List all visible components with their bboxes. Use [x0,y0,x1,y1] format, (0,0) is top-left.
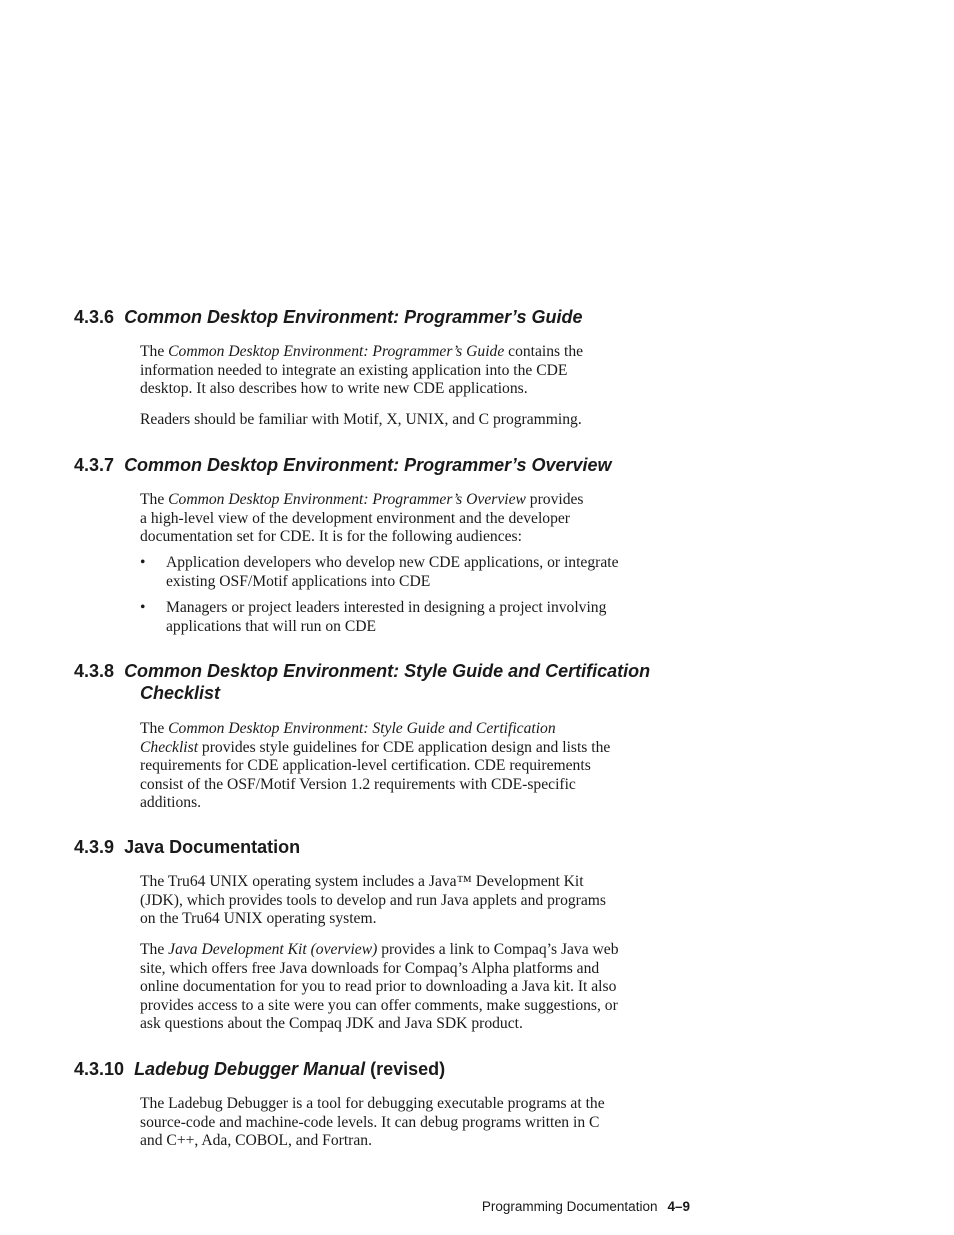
heading-4-3-9 [74,836,300,858]
section-title: Common Desktop Environment: Programmer’s Overview [124,455,612,475]
list-item [140,554,700,591]
book-title-continued: Checklist [140,738,199,756]
text-line: on the Tru64 UNIX operating system. [140,910,377,928]
page-footer [482,1199,690,1215]
text-line: and C++, Ada, COBOL, and Fortran. [140,1132,372,1150]
text-line: information needed to integrate an existing application into the CDE [140,361,568,379]
text-line: a high-level view of the development environment and the developer [140,509,570,527]
text-run: The [140,343,169,360]
section-title: Java Documentation [124,837,301,857]
section-number: 4.3.8 [74,661,115,681]
text-line: source-code and machine-code levels. It can debug programs written in C [140,1113,600,1131]
section-title-continued: Checklist [140,683,221,703]
text-run: The [140,491,169,508]
paragraph-4-3-7-intro [140,491,700,547]
section-title-suffix: (revised) [365,1059,446,1079]
bullet-icon: • [140,554,146,571]
section-title: Ladebug Debugger Manual [134,1059,366,1079]
section-title: Common Desktop Environment: Programmer’s Guide [124,307,583,327]
bullet-icon: • [140,599,146,616]
book-title: Java Development Kit (overview) [168,941,378,958]
text-run: contains the [504,343,584,360]
paragraph-4-3-10-ladebug [140,1095,700,1151]
page-number: 4–9 [667,1199,690,1214]
footer-label: Programming Documentation [481,1199,658,1214]
text-line: requirements for CDE application-level certification. CDE requirements [140,757,591,775]
heading-4-3-8 [74,660,650,704]
text-line: documentation set for CDE. It is for the following audiences: [140,528,522,546]
list-item-text [140,599,700,636]
text-line: existing OSF/Motif applications into CDE [166,572,431,590]
text-line: The Tru64 UNIX operating system includes a Java™ Development Kit [140,873,584,890]
paragraph-4-3-6-readers: Readers should be familiar with Motif, X, UNIX, and C programming. [140,411,582,428]
list-item-text [140,554,700,591]
text-line: Managers or project leaders interested in designing a project involving [166,599,607,616]
section-number: 4.3.7 [74,455,115,475]
book-title: Common Desktop Environment: Programmer’s Overview [168,491,526,508]
section-number: 4.3.9 [74,837,115,857]
text-run: provides a link to Compaq’s Java web [377,941,619,958]
text-line: consist of the OSF/Motif Version 1.2 requirements with CDE-specific [140,775,576,793]
section-number: 4.3.6 [74,307,115,327]
paragraph-4-3-9-jdk [140,873,700,929]
heading-4-3-10 [74,1058,445,1080]
text-run: The [140,941,169,958]
text-line: desktop. It also describes how to write new CDE applications. [140,380,528,398]
text-run: The [140,720,169,737]
text-line: online documentation for you to read prior to downloading a Java kit. It also [140,978,617,996]
text-line: (JDK), which provides tools to develop and run Java applets and programs [140,891,606,909]
paragraph-4-3-6-intro [140,343,700,399]
text-run: provides style guidelines for CDE application design and lists the [198,738,611,756]
text-line: additions. [140,794,202,812]
text-line: provides access to a site were you can offer comments, make suggestions, or [140,996,618,1014]
section-title: Common Desktop Environment: Style Guide and Certification [124,661,651,681]
text-line: site, which offers free Java downloads for Compaq’s Alpha platforms and [140,959,600,977]
section-number: 4.3.10 [74,1059,125,1079]
text-line: The Ladebug Debugger is a tool for debugging executable programs at the [140,1095,605,1112]
heading-4-3-7 [74,454,612,476]
text-run: provides [525,491,584,508]
paragraph-4-3-8-intro [140,720,700,813]
book-title: Common Desktop Environment: Programmer’s Guide [168,343,505,360]
text-line: ask questions about the Compaq JDK and Java SDK product. [140,1015,523,1033]
text-line: Application developers who develop new CDE applications, or integrate [166,554,619,571]
book-title: Common Desktop Environment: Style Guide and Certification [168,720,556,737]
text-line: applications that will run on CDE [166,617,377,635]
paragraph-4-3-9-overview [140,941,700,1034]
list-item [140,599,700,636]
heading-4-3-6 [74,306,582,328]
